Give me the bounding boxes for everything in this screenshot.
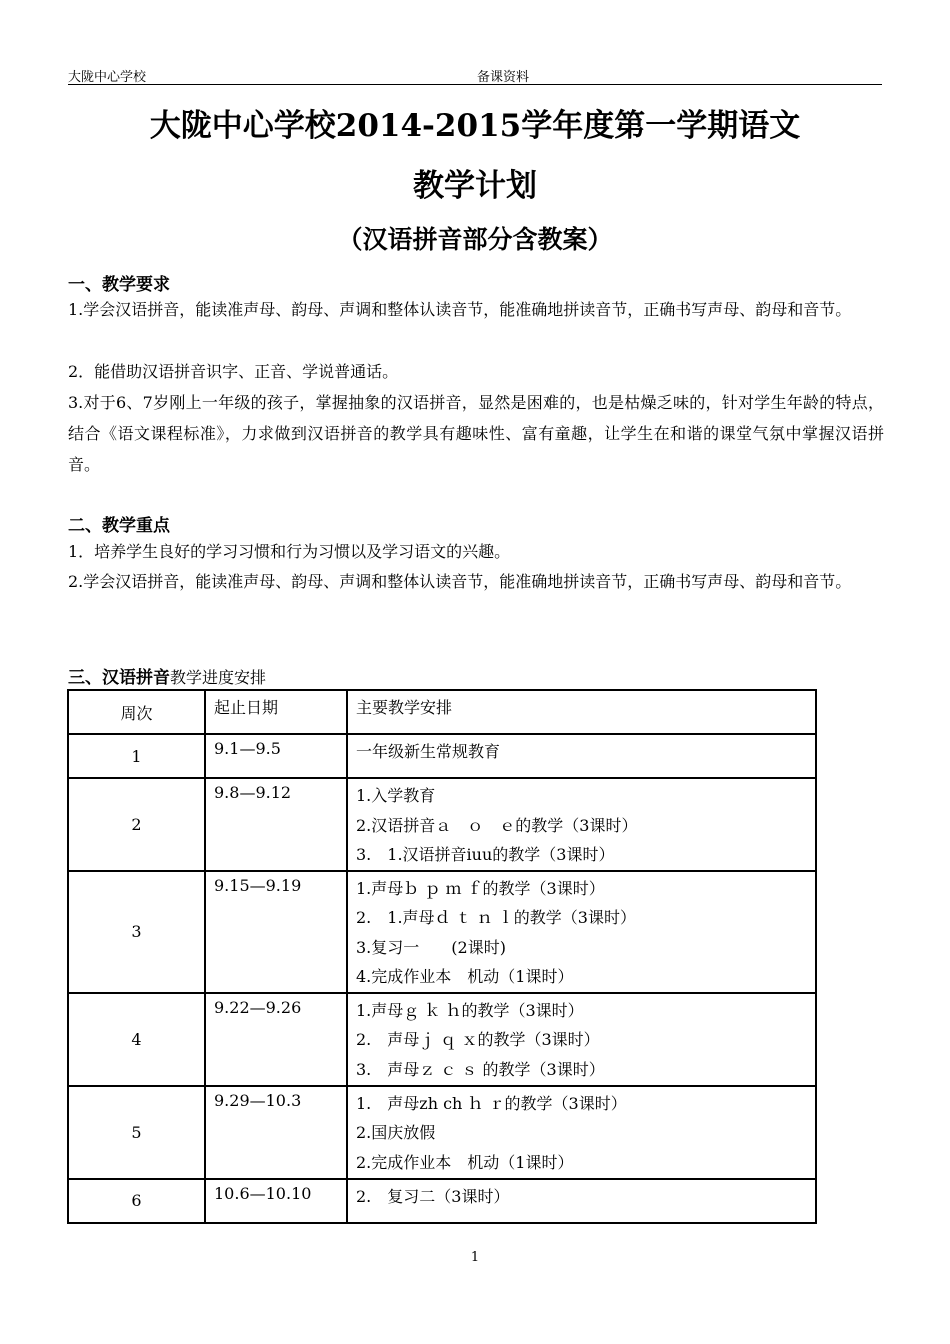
content-line: 3. 声母ｚ ｃ ｓ 的教学（3课时） (356, 1059, 605, 1079)
header-week: 周次 (68, 690, 205, 734)
table-row (68, 871, 816, 993)
section2-heading: 二、教学重点 (68, 516, 170, 536)
table-row (68, 734, 816, 778)
content-line: 1.入学教育 (356, 786, 436, 805)
row-dates: 9.22—9.26 (205, 993, 347, 1086)
row-content (347, 993, 816, 1086)
content-line: 2. 复习二（3课时） (356, 1186, 510, 1206)
content-line: 1. 声母zh ch ｈ ｒ的教学（3课时） (356, 1093, 627, 1113)
table-row (68, 778, 816, 871)
row-dates: 10.6—10.10 (205, 1179, 347, 1223)
section1-item: 2．能借助汉语拼音识字、正音、学说普通话。 (68, 362, 399, 381)
content-line: 2. 声母ｊ ｑ ｘ的教学（3课时） (356, 1030, 600, 1049)
section1-item: 1.学会汉语拼音，能读准声母、韵母、声调和整体认读音节，能准确地拼读音节，正确书写声母、韵母和音节。 (68, 300, 852, 319)
content-line: 4.完成作业本 机动（1课时） (356, 967, 574, 986)
content-line: 2.完成作业本 机动（1课时） (356, 1152, 574, 1172)
content-line: 1.声母ｂ ｐ ｍ ｆ的教学（3课时） (356, 878, 605, 898)
row-dates: 9.29—10.3 (205, 1086, 347, 1179)
document-title: 大陇中心学校2014-2015学年度第一学期语文 (149, 108, 801, 144)
content-line: 2.国庆放假 (356, 1123, 436, 1142)
row-week: 6 (68, 1179, 205, 1223)
header-dates: 起止日期 (205, 690, 347, 734)
row-week: 4 (68, 993, 205, 1086)
row-week: 2 (68, 778, 205, 871)
section3-heading-bold: 三、汉语拼音 (68, 668, 170, 688)
page-header (68, 64, 882, 85)
page-number: 1 (470, 1250, 480, 1265)
row-week: 5 (68, 1086, 205, 1179)
content-line: 1.声母ｇ ｋ ｈ的教学（3课时） (356, 1000, 584, 1020)
row-content (347, 734, 816, 778)
content-line: 3.复习一 (2课时) (356, 937, 506, 957)
content-line: 3. 1.汉语拼音iuu的教学（3课时） (356, 845, 615, 864)
header-content: 主要教学安排 (347, 690, 816, 734)
document-subtitle: （汉语拼音部分含教案） (337, 225, 613, 254)
section3-heading-rest: 教学进度安排 (170, 668, 267, 687)
table-row (68, 1086, 816, 1179)
row-content (347, 871, 816, 993)
content-line: 2. 1.声母ｄ ｔ ｎ ｌ的教学（3课时） (356, 908, 636, 927)
section1-heading: 一、教学要求 (68, 275, 170, 295)
section2-item: 1．培养学生良好的学习习惯和行为习惯以及学习语文的兴趣。 (68, 542, 511, 561)
table-header-row (68, 690, 816, 734)
schedule-table (67, 689, 817, 1224)
header-school: 大陇中心学校 (68, 70, 147, 85)
row-dates: 9.1—9.5 (205, 734, 347, 778)
document-title-line2: 教学计划 (413, 168, 537, 204)
section1-item: 3.对于6、7岁刚上一年级的孩子，掌握抽象的汉语拼音，显然是困难的，也是枯燥乏味的，针对学生年龄的特点，结合《语文课程标准》，力求做到汉语拼音的教学具有趣味性、富有童趣，让学生在和谐的课堂气氛中掌握汉语拼音。 (68, 393, 884, 474)
row-week: 3 (68, 871, 205, 993)
header-doc-type: 备课资料 (477, 70, 530, 85)
section3-heading (68, 663, 266, 688)
table-row (68, 1179, 816, 1223)
content-line: 2.汉语拼音ａ ｏ ｅ的教学（3课时） (356, 815, 638, 835)
row-dates: 9.15—9.19 (205, 871, 347, 993)
row-dates: 9.8—9.12 (205, 778, 347, 871)
table-row (68, 993, 816, 1086)
row-content (347, 1179, 816, 1223)
content-line: 一年级新生常规教育 (356, 742, 501, 761)
row-content (347, 778, 816, 871)
row-content (347, 1086, 816, 1179)
section2-item: 2.学会汉语拼音，能读准声母、韵母、声调和整体认读音节，能准确地拼读音节，正确书写声母、韵母和音节。 (68, 572, 852, 591)
row-week: 1 (68, 734, 205, 778)
